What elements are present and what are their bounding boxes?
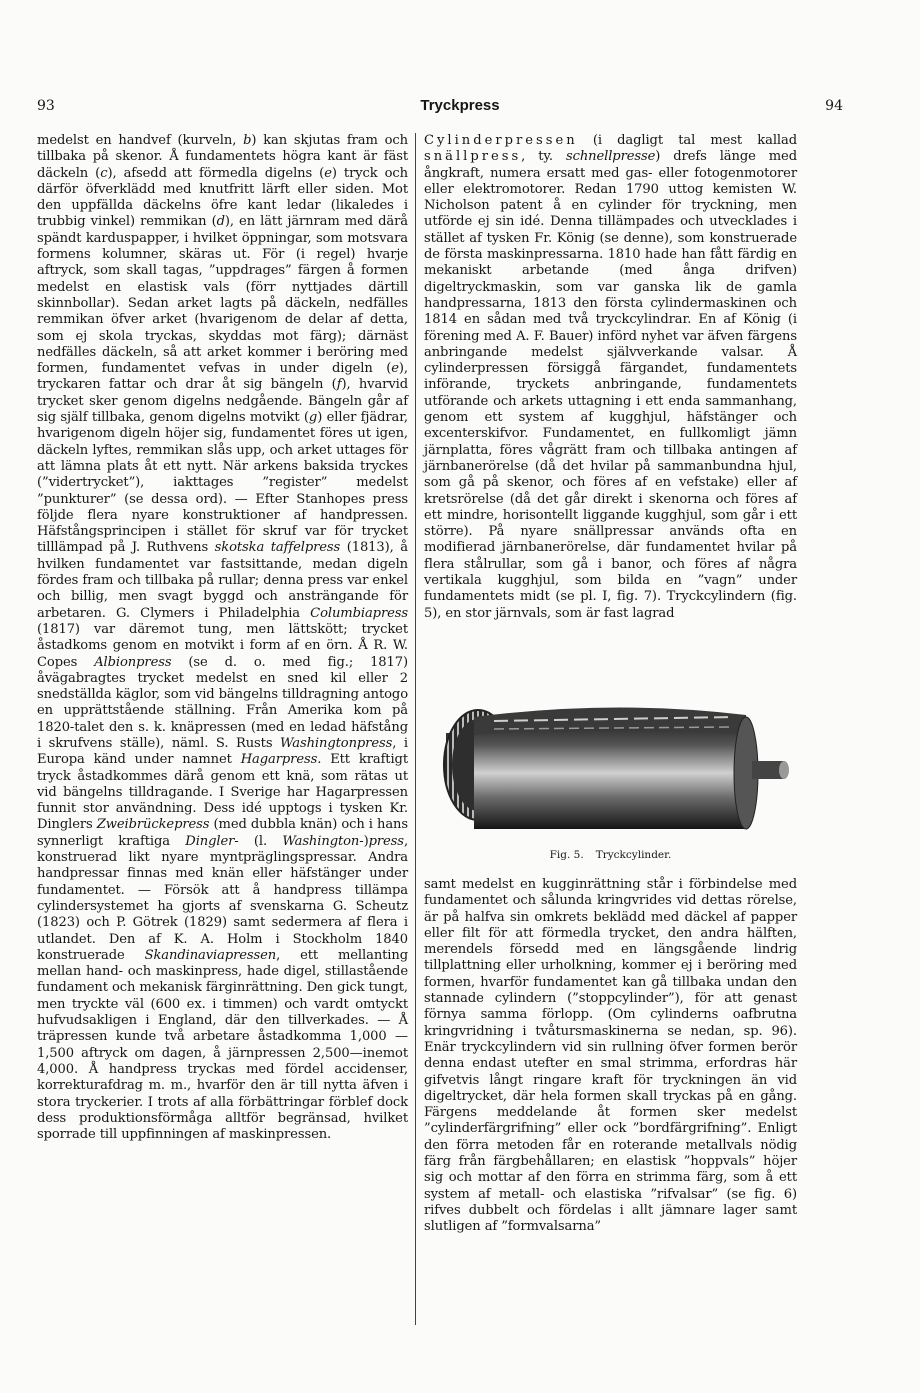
- page-title: Tryckpress: [420, 97, 500, 114]
- left-column: [37, 133, 408, 1143]
- italic-text: Dingler-: [185, 833, 239, 849]
- right-column-bottom: [424, 877, 797, 1236]
- spaced-term: snällpress: [424, 149, 522, 165]
- italic-text: skotska taffelpress: [214, 540, 341, 556]
- page-number-right: 94: [825, 98, 843, 114]
- italic-text: f: [336, 377, 342, 393]
- cylinder-illustration: [434, 703, 794, 838]
- italic-text: Albionpress: [94, 654, 172, 670]
- italic-text: press: [368, 833, 404, 849]
- left-column-text: medelst en handvef (kurveln, b) kan skjutas fram och tillbaka på skenor. Å fundamentets högra kant är fäst däckeln (c), afsedd att förmedla digelns (e) tryck och därför öfverklädd med knutfritt lärft eller siden. Mot den uppfällda däckelns öfre kant ledar (likaledes i trubbig vinkel) remmikan (d), en lätt järnram med därå spändt karduspapper, i hvilket öppningar, som motsvara formens kolumner, skäras ut. För (i regel) hvarje aftryck, som skall tagas, ”uppdrages” färgen å formen medelst en elastisk vals (förr nyttjades därtill skinnbollar). Sedan arket lagts på däckeln, nedfälles remmikan öfver arket (hvarigenom de delar af detta, som ej skola tryckas, skyddas mot färg); därnäst nedfälles däckeln, så att arket kommer i beröring med formen, fundamentet vefvas in under digeln (e), tryckaren fattar och drar åt sig bängeln (f), hvarvid trycket sker genom digelns nedgående. Bängeln går af sig själf tillbaka, genom digelns motvikt (g) eller fjädrar, hvarigenom digeln höjer sig, fundamentet föres ut igen, däckeln lyftes, remmikan slås upp, och arket uttages för att lämna plats åt ett nytt. När arkens baksida tryckes (”vidertrycket”), iakttages ”register” medelst ”punkturer” (se dessa ord). — Efter Stanhopes press följde flera nyare konstruktioner af handpressen. Häfstångsprincipen i stället för skruf var för trycket tilllämpad på J. Ruthvens skotska taffelpress (1813), å hvilken fundamentet var fastsittande, medan digeln fördes fram och tillbaka på rullar; denna press var enkel och billig, men svagt byggd och ansträngande för arbetaren. G. Clymers i Philadelphia Columbiapress (1817) var däremot tung, men lättskött; trycket åstadkoms genom en motvikt i form af en örn. Å R. W. Copes Albionpress (se d. o. med fig.; 1817) åvägabragtes trycket medelst en sned kil eller 2 snedställda käglor, som vid bängelns tilldragning antogo en upprättstående ställning. Från Amerika kom på 1820-talet den s. k. knäpressen (med en ledad häfstång i skrufvens ställe), näml. S. Rusts Washingtonpress, i Europa känd under namnet Hagarpress. Ett kraftigt tryck åstadkommes därå genom ett knä, som rätas ut vid bängelns tilldragande. I Sverige har Hagarpressen funnit stor användning. Dess idé upptogs i tysken Kr. Dinglers Zweibrückepress (med dubbla knän) och i hans synnerligt kraftiga Dingler- (l. Washington-)press, konstruerad likt nyare myntpräglingspressar. Andra handpressar finnas med knän eller häfstänger under fundamentet. — Försök att å handpress tillämpa cylindersystemet ha gjorts af svenskarna G. Scheutz (1823) och P. Götrek (1829) samt sedermera af flera i utlandet. Den af K. A. Holm i Stockholm 1840 konstruerade Skandinaviapressen, ett mellanting mellan hand- och maskinpress, hade digel, stillastående fundament och mekanisk färginrättning. Den gick tungt, men tryckte väl (600 ex. i timmen) och vardt omtyckt hufvudsakligen i England, där den tillverkades. — Å träpressen kunde två arbetare åstadkomma 1,000 —1,500 aftryck om dagen, å järnpressen 2,500—inemot 4,000. Å handpress tryckas med fördel accidenser, korrekturafdrag m. m., hvarför den är till nytta äfven i stora tryckerier. I trots af alla förbättringar förblef dock dess produktionsförmåga alltför begränsad, hvilket sporrade till uppfinningen af maskinpressen.: [37, 133, 409, 1143]
- italic-text: Washington-: [282, 833, 364, 849]
- italic-text: Washingtonpress: [280, 735, 393, 751]
- italic-text: b: [243, 133, 252, 148]
- italic-text: schnellpresse: [565, 149, 656, 165]
- figure-caption: [424, 849, 797, 861]
- italic-text: Skandinaviapressen: [144, 947, 277, 963]
- figure-label: Fig. 5.: [549, 849, 584, 861]
- spaced-term: Cylinderpressen: [424, 133, 578, 148]
- italic-text: g: [308, 410, 318, 426]
- right-column-top: [424, 133, 797, 622]
- italic-text: e: [324, 165, 332, 181]
- figure-caption-text: Tryckcylinder.: [595, 849, 672, 861]
- italic-text: Zweibrückepress: [96, 817, 210, 833]
- italic-text: c: [100, 165, 108, 181]
- italic-text: Columbiapress: [310, 605, 408, 621]
- right-column-top-text: Cylinderpressen (i dagligt tal mest kallad snällpress, ty. schnellpresse) drefs länge med ångkraft, numera ersatt med gas- eller fotogenmotorer eller elektromotorer. Redan 1790 uttog kemisten W. Nicholson patent å en cylinder för tryckning, men utförde ej sin idé. Denna tillämpades och utvecklades i stället af tysken Fr. König (se denne), som konstruerade de första maskinpressarna. 1810 hade han fått färdig en mekaniskt arbetande (med ånga drifven) digeltryckmaskin, som var ganska lik de gamla handpressarna, 1813 den första cylindermaskinen och 1814 en sådan med två tryckcylindrar. En af König (i förening med A. F. Bauer) införd nyhet var äfven färgens anbringande medelst självverkande valsar. Å cylinderpressen försiggå färgandet, fundamentets införande, tryckets anbringande, fundamentets utförande och arkets uttagning i ett enda sammanhang, genom ett system af kugghjul, häfstänger och excenterskifvor. Fundamentet, en fullkomligt jämn järnplatta, föres vågrätt fram och tillbaka antingen af järnbanerörelse (då det hvilar på sammanbundna hjul, som gå på skenor, och föres af en vefstake) eller af kretsrörelse (då det går direkt i skenorna och föres af ett mindre, horisontellt liggande kugghjul, som går i ett större). På nyare snällpressar används ofta en modifierad järnbanerörelse, där fundamentet hvilar på flera stålrullar, som gå i banor, och föres af några vertikala kugghjul, som bilda en ”vagn” under fundamentets midt (se pl. I, fig. 7). Tryckcylindern (fig. 5), en stor järnvals, som är fast lagrad: [424, 133, 797, 621]
- italic-text: d: [216, 214, 225, 230]
- italic-text: Hagarpress: [240, 752, 318, 768]
- right-column-bottom-text: samt medelst en kugginrättning står i förbindelse med fundamentet och sålunda kringvrides vid dettas rörelse, är på halfva sin omkrets beklädd med däckel af papper eller filt för att förmedla trycket, den andra hälften, merendels försedd med en längsgående lindrig tillplattning eller urholkning, kommer ej i beröring med formen, hvarför fundamentet kan gå tillbaka undan den stannade cylindern (”stoppcylinder”), för att genast förnya samma förlopp. (Om cylinderns oafbrutna kringvridning i tvåtursmaskinerna se nedan, sp. 96). Enär tryckcylindern vid sin rullning öfver formen berör denna endast utefter en smal strimma, erfordras här gifvetvis långt ringare kraft för tryckningen än vid digeltrycket, där hela formen skall tryckas på en gång. Färgens meddelande åt formen sker medelst ”cylinderfärgrifning” eller ock ”bordfärgrifning”. Enligt den förra metoden får en roterande metallvals nödig färg från färgbehållaren; en elastisk ”hoppvals” höjer sig och mottar af den förra en strimma färg, som å ett system af metall- och elastiska ”rifvalsar” (se fig. 6) rifves dubbelt och fördelas i allt jämnare lager samt slutligen af ”formvalsarna”: [424, 877, 797, 1235]
- italic-text: e: [391, 361, 399, 377]
- page-number-left: 93: [37, 98, 55, 114]
- column-divider: [415, 133, 416, 1325]
